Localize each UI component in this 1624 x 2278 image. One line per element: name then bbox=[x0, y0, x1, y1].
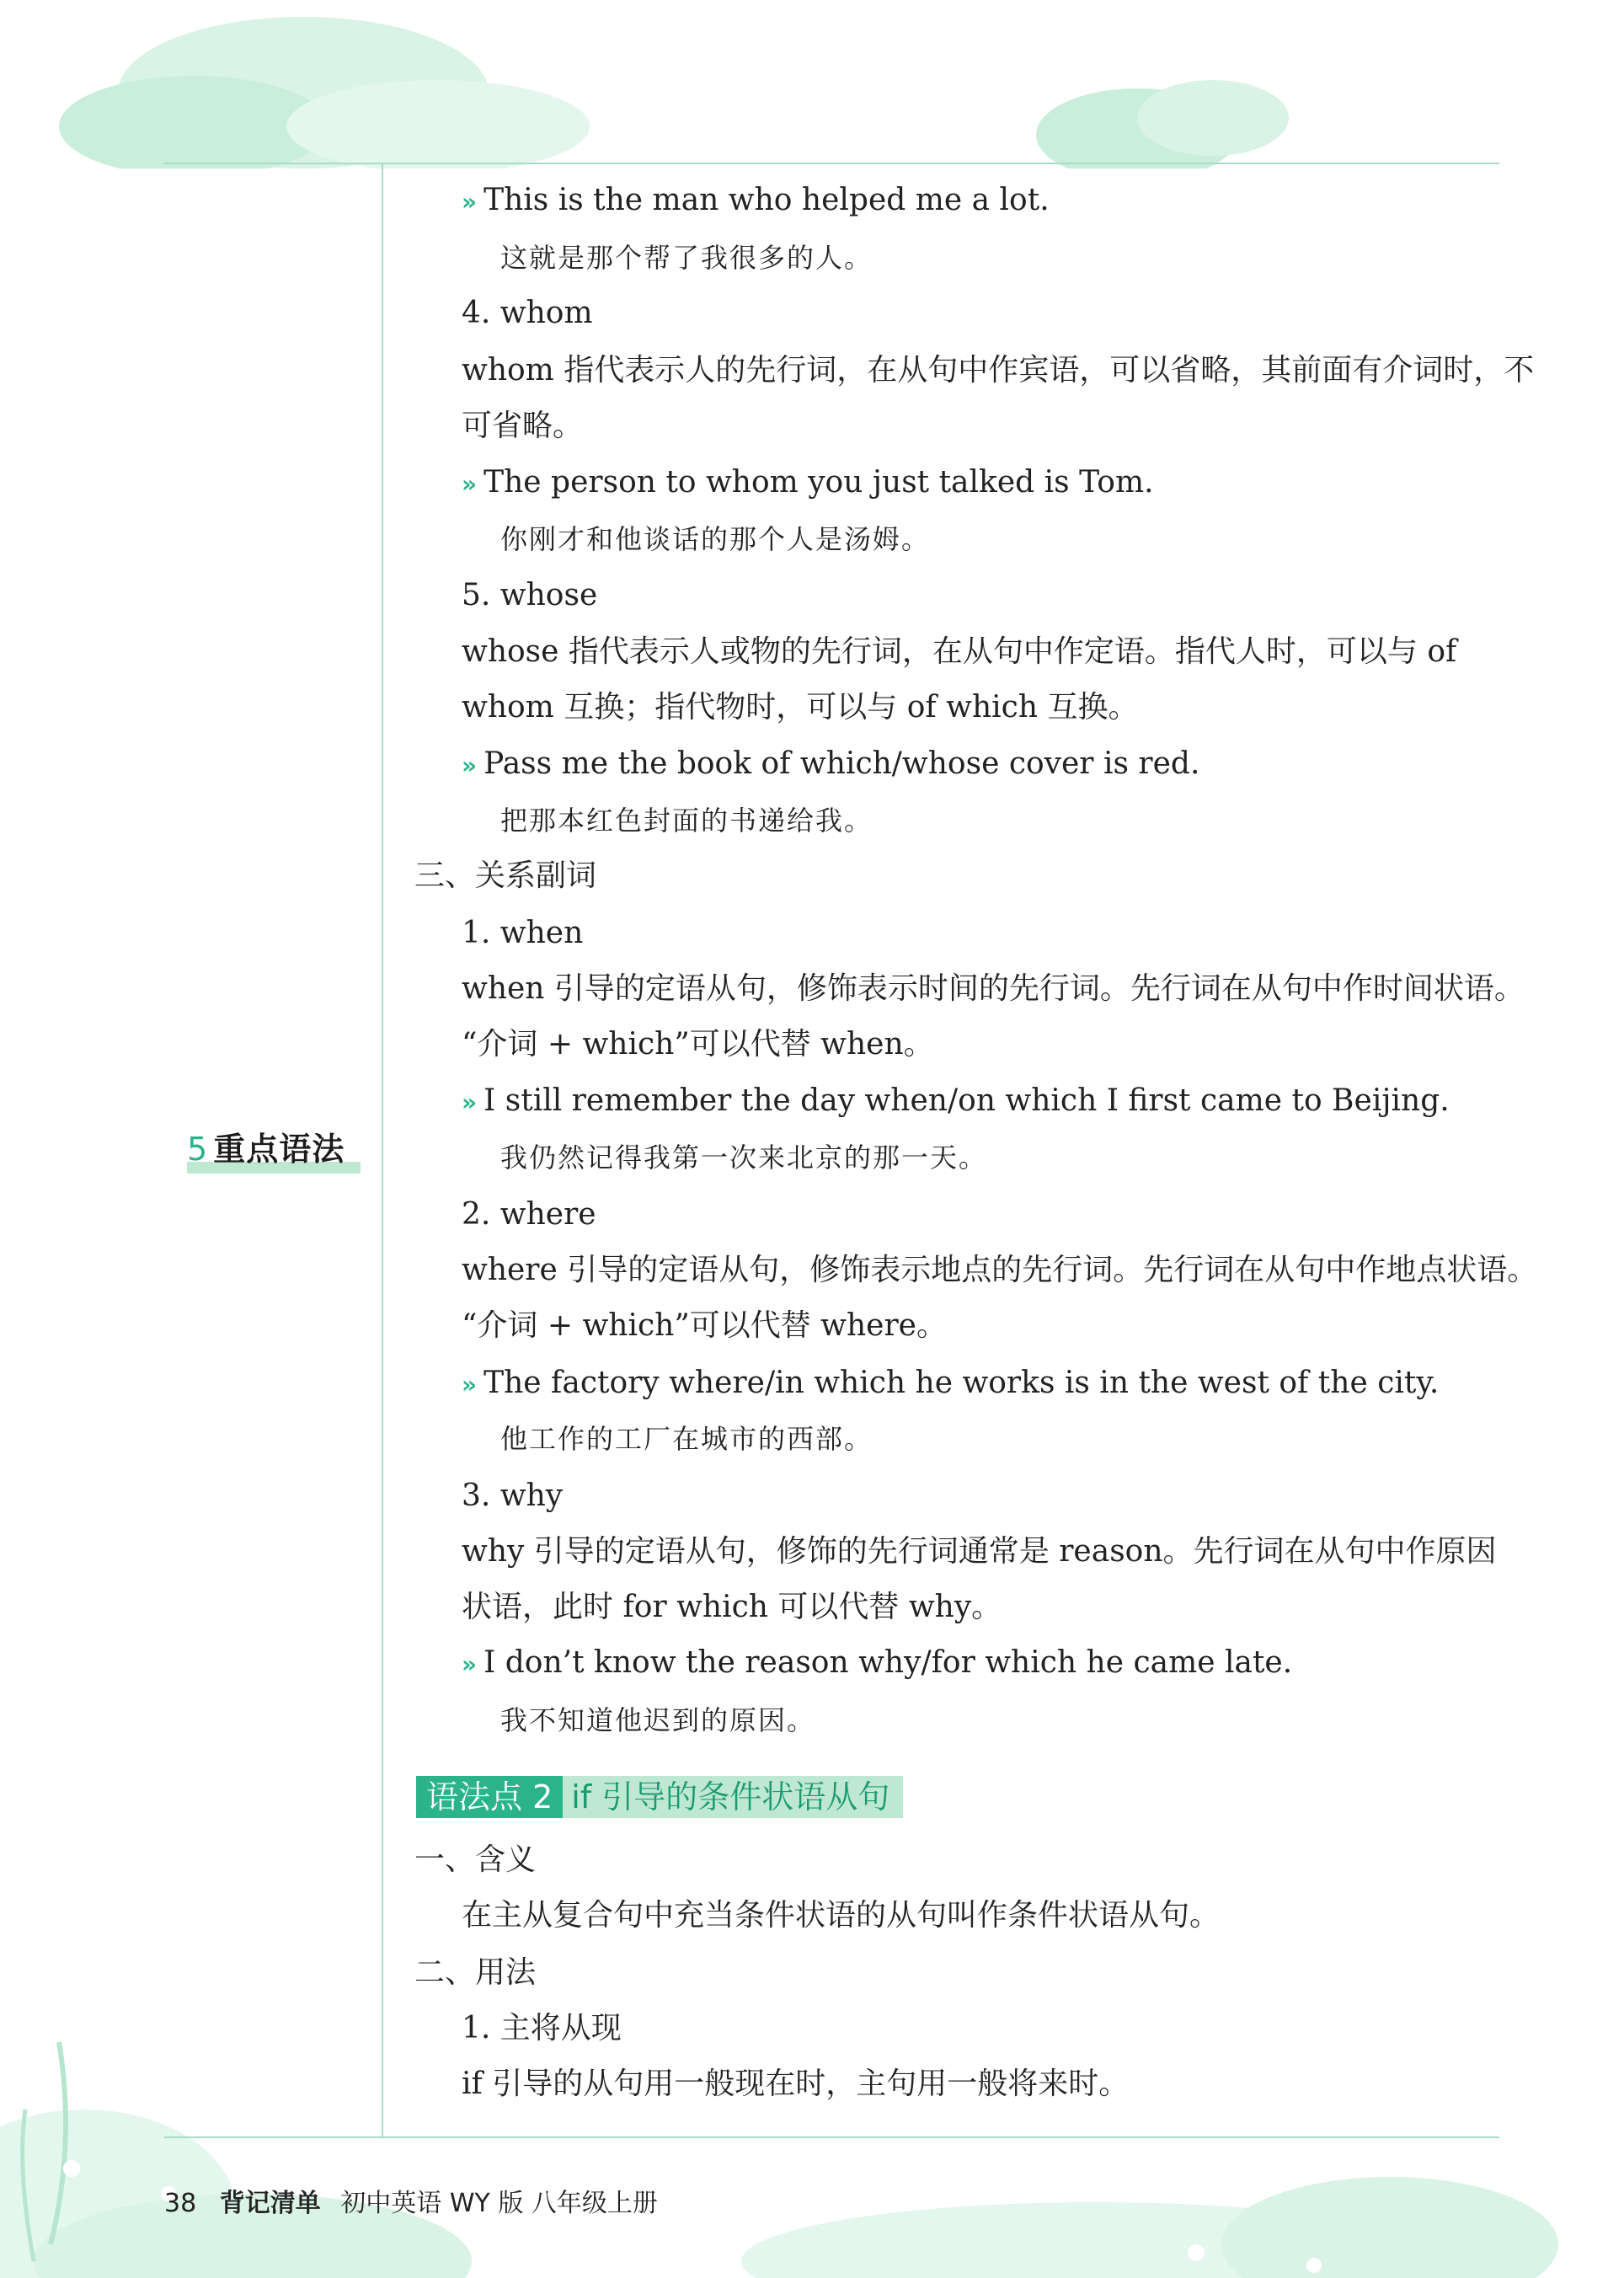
text-line: 1. when bbox=[462, 916, 584, 950]
text-line: why 引导的定语从句，修饰的先行词通常是 reason。先行词在从句中作原因 bbox=[462, 1534, 1497, 1569]
top-rule bbox=[164, 163, 1499, 164]
book-title: 背记清单 bbox=[219, 2189, 321, 2218]
example-arrow-icon: » bbox=[462, 1650, 478, 1678]
text-line: 3. why bbox=[462, 1479, 564, 1513]
margin-divider bbox=[382, 163, 383, 2138]
example-sentence bbox=[462, 182, 1050, 221]
text-line: whom 互换；指代物时，可以与 of which 互换。 bbox=[462, 690, 1139, 725]
text-line: whom 指代表示人的先行词，在从句中作宾语，可以省略，其前面有介词时，不 bbox=[462, 353, 1535, 388]
example-arrow-icon: » bbox=[462, 1088, 478, 1116]
section-heading: 二、用法 bbox=[414, 1955, 537, 1990]
section-heading: 一、含义 bbox=[414, 1842, 537, 1877]
text-line: where 引导的定语从句，修饰表示地点的先行词。先行词在从句中作地点状语。 bbox=[462, 1253, 1538, 1287]
text-line: 状语，此时 for which 可以代替 why。 bbox=[462, 1590, 1002, 1624]
example-arrow-icon: » bbox=[462, 1371, 478, 1398]
example-text: I still remember the day when/on which I first came to Beijing. bbox=[483, 1083, 1450, 1118]
example-text: I don’t know the reason why/for which he came late. bbox=[483, 1645, 1293, 1680]
section-label bbox=[187, 1123, 345, 1169]
example-arrow-icon: » bbox=[462, 188, 478, 216]
text-line: when 引导的定语从句，修饰表示时间的先行词。先行词在从句中作时间状语。 bbox=[462, 971, 1525, 1006]
section-heading: 三、关系副词 bbox=[414, 858, 597, 893]
text-line: “介词 + which”可以代替 where。 bbox=[462, 1308, 947, 1343]
text-line: 2. where bbox=[462, 1197, 596, 1232]
page-number: 38 bbox=[164, 2189, 197, 2218]
text-line: “介词 + which”可以代替 when。 bbox=[462, 1027, 934, 1061]
grammar-point-heading bbox=[416, 1776, 903, 1818]
text-line: 1. 主将从现 bbox=[462, 2011, 622, 2045]
example-arrow-icon: » bbox=[462, 751, 478, 779]
example-text: This is the man who helped me a lot. bbox=[483, 183, 1050, 217]
example-sentence bbox=[462, 746, 1199, 784]
bottom-rule bbox=[164, 2136, 1499, 2138]
example-arrow-icon: » bbox=[462, 470, 478, 498]
example-translation: 我仍然记得我第一次来北京的那一天。 bbox=[500, 1142, 988, 1174]
section-number: 5 bbox=[187, 1131, 209, 1168]
grammar-point-tag: 语法点 2 bbox=[416, 1776, 563, 1818]
example-translation: 这就是那个帮了我很多的人。 bbox=[500, 242, 873, 274]
text-line: if 引导的从句用一般现在时，主句用一般将来时。 bbox=[462, 2067, 1130, 2101]
grammar-point-title: if 引导的条件状语从句 bbox=[563, 1776, 903, 1818]
page-footer bbox=[164, 2182, 658, 2219]
example-sentence bbox=[462, 1083, 1450, 1121]
book-subtitle: 初中英语 WY 版 八年级上册 bbox=[340, 2189, 658, 2218]
example-translation: 我不知道他迟到的原因。 bbox=[500, 1704, 816, 1736]
text-line: whose 指代表示人或物的先行词，在从句中作定语。指代人时，可以与 of bbox=[462, 634, 1457, 669]
example-sentence bbox=[462, 1365, 1439, 1404]
example-translation: 把那本红色封面的书递给我。 bbox=[500, 805, 873, 837]
example-translation: 你刚才和他谈话的那个人是汤姆。 bbox=[500, 523, 931, 555]
text-line: 5. whose bbox=[462, 578, 598, 612]
example-text: The person to whom you just talked is Tom. bbox=[483, 465, 1154, 500]
example-text: Pass me the book of which/whose cover is red. bbox=[483, 746, 1200, 781]
example-text: The factory where/in which he works is in the west of the city. bbox=[483, 1366, 1440, 1400]
example-sentence bbox=[462, 1644, 1292, 1683]
text-line: 4. whom bbox=[462, 296, 593, 330]
example-sentence bbox=[462, 464, 1154, 503]
cloud-decoration-top bbox=[0, 0, 1624, 168]
text-line: 在主从复合句中充当条件状语的从句叫作条件状语从句。 bbox=[462, 1898, 1221, 1933]
section-title: 重点语法 bbox=[213, 1131, 345, 1168]
text-line: 可省略。 bbox=[462, 409, 584, 443]
example-translation: 他工作的工厂在城市的西部。 bbox=[500, 1423, 873, 1455]
